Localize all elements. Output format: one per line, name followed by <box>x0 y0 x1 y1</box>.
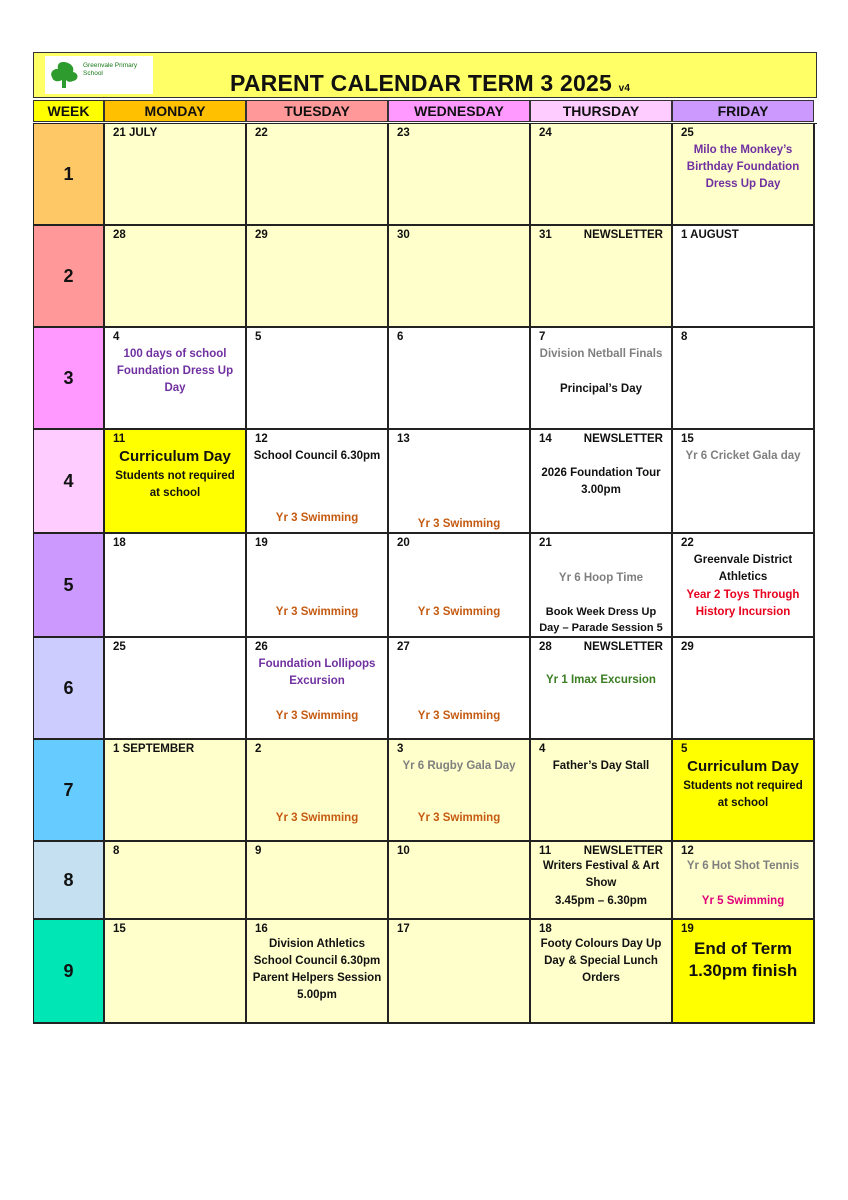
day-cell-wednesday <box>389 920 531 1024</box>
event-text: Principal’s Day <box>559 383 643 395</box>
day-cell-wednesday <box>389 430 531 534</box>
day-cell-tuesday <box>247 534 389 638</box>
date-label: 8 <box>681 331 688 343</box>
day-cell-monday <box>105 328 247 430</box>
day-cell-thursday <box>531 842 673 920</box>
date-label: 22 <box>681 537 694 549</box>
newsletter-label: NEWSLETTER <box>583 433 663 445</box>
event-text: Yr 3 Swimming <box>417 710 501 722</box>
day-cell-monday <box>105 430 247 534</box>
event-text: Writers Festival & Art Show <box>542 860 660 889</box>
date-label: 18 <box>113 537 126 549</box>
date-label: 25 <box>113 641 126 653</box>
date-label: 24 <box>539 127 552 139</box>
day-cell-wednesday <box>389 328 531 430</box>
week-number-8: 8 <box>34 842 105 920</box>
date-label: 12 <box>255 433 268 445</box>
event-text: Footy Colours Day Up Day & Special Lunch Orders <box>540 938 662 984</box>
day-cell-monday <box>105 920 247 1024</box>
day-cell-thursday <box>531 226 673 328</box>
day-cell-tuesday <box>247 920 389 1024</box>
event-text: 2026 Foundation Tour 3.00pm <box>541 467 661 496</box>
day-cell-monday <box>105 124 247 226</box>
day-cell-wednesday <box>389 740 531 842</box>
event-text: 100 days of school Foundation Dress Up Day <box>116 348 234 394</box>
day-cell-friday <box>673 534 815 638</box>
calendar-page <box>33 52 817 1024</box>
day-cell-friday <box>673 638 815 740</box>
day-cell-monday <box>105 842 247 920</box>
event-text: Yr 1 Imax Excursion <box>546 674 656 686</box>
date-label: 22 <box>255 127 268 139</box>
version-label: v4 <box>618 83 631 94</box>
event-text: Students not required at school <box>683 780 803 809</box>
day-cell-thursday <box>531 534 673 638</box>
date-label: 29 <box>681 641 694 653</box>
title-banner <box>33 52 817 98</box>
event-text: School Council 6.30pm <box>253 450 381 462</box>
event-text: Yr 3 Swimming <box>275 710 359 722</box>
date-label: 27 <box>397 641 410 653</box>
date-label: 12 <box>681 845 694 857</box>
date-label: 5 <box>681 743 688 755</box>
date-label: 1 AUGUST <box>681 229 739 241</box>
day-cell-friday <box>673 842 815 920</box>
date-label: 28 <box>539 641 552 653</box>
day-cell-wednesday <box>389 534 531 638</box>
date-label: 11 <box>113 433 126 445</box>
page-title <box>230 70 630 97</box>
event-text: Students not required at school <box>115 470 235 499</box>
date-label: 28 <box>113 229 126 241</box>
logo-text: Greenvale Primary School <box>83 62 138 77</box>
day-cell-tuesday <box>247 328 389 430</box>
date-label: 19 <box>681 923 694 935</box>
date-label: 1 SEPTEMBER <box>113 743 195 755</box>
newsletter-label: NEWSLETTER <box>583 845 663 857</box>
day-cell-tuesday <box>247 740 389 842</box>
column-header-tuesday: TUESDAY <box>246 100 388 122</box>
event-text: Yr 3 Swimming <box>417 518 501 530</box>
date-label: 29 <box>255 229 268 241</box>
date-label: 13 <box>397 433 410 445</box>
week-number-7: 7 <box>34 740 105 842</box>
newsletter-label: NEWSLETTER <box>583 641 663 653</box>
day-cell-tuesday <box>247 124 389 226</box>
date-label: 16 <box>255 923 268 935</box>
date-label: 6 <box>397 331 404 343</box>
event-text: Milo the Monkey’s Birthday Foundation Dress Up Day <box>686 144 800 190</box>
day-cell-tuesday <box>247 638 389 740</box>
event-text: Yr 5 Swimming <box>701 895 785 907</box>
date-label: 15 <box>681 433 694 445</box>
date-label: 2 <box>255 743 262 755</box>
week-number-4: 4 <box>34 430 105 534</box>
date-label: 3 <box>397 743 404 755</box>
event-text: Yr 6 Rugby Gala Day <box>402 760 516 772</box>
weekday-header-row <box>33 100 817 122</box>
date-label: 4 <box>539 743 546 755</box>
newsletter-label: NEWSLETTER <box>583 229 663 241</box>
day-cell-wednesday <box>389 124 531 226</box>
event-text: Curriculum Day <box>119 448 231 465</box>
date-label: 23 <box>397 127 410 139</box>
date-label: 21 JULY <box>113 127 158 139</box>
event-text: Yr 6 Cricket Gala day <box>685 450 801 462</box>
date-label: 21 <box>539 537 552 549</box>
event-text: Year 2 Toys Through History Incursion <box>686 589 800 618</box>
day-cell-monday <box>105 226 247 328</box>
date-label: 31 <box>539 229 552 241</box>
date-label: 11 <box>539 845 552 857</box>
day-cell-wednesday <box>389 842 531 920</box>
day-cell-wednesday <box>389 638 531 740</box>
date-label: 15 <box>113 923 126 935</box>
date-label: 5 <box>255 331 262 343</box>
week-number-9: 9 <box>34 920 105 1024</box>
event-text: Yr 3 Swimming <box>417 606 501 618</box>
day-cell-thursday <box>531 740 673 842</box>
date-label: 9 <box>255 845 262 857</box>
week-number-5: 5 <box>34 534 105 638</box>
day-cell-tuesday <box>247 430 389 534</box>
day-cell-thursday <box>531 638 673 740</box>
calendar-grid <box>33 123 817 1024</box>
column-header-week: WEEK <box>33 100 104 122</box>
day-cell-thursday <box>531 430 673 534</box>
date-label: 20 <box>397 537 410 549</box>
event-text: Yr 3 Swimming <box>417 812 501 824</box>
date-label: 25 <box>681 127 694 139</box>
event-text: Yr 6 Hot Shot Tennis <box>686 860 800 872</box>
day-cell-monday <box>105 534 247 638</box>
week-number-6: 6 <box>34 638 105 740</box>
day-cell-thursday <box>531 124 673 226</box>
event-text: Yr 6 Hoop Time <box>558 572 644 584</box>
week-number-2: 2 <box>34 226 105 328</box>
event-text: Foundation Lollipops Excursion <box>258 658 376 687</box>
event-text: Yr 3 Swimming <box>275 606 359 618</box>
column-header-wednesday: WEDNESDAY <box>388 100 530 122</box>
column-header-thursday: THURSDAY <box>530 100 672 122</box>
date-label: 30 <box>397 229 410 241</box>
day-cell-tuesday <box>247 842 389 920</box>
day-cell-friday <box>673 328 815 430</box>
date-label: 26 <box>255 641 268 653</box>
date-label: 4 <box>113 331 120 343</box>
date-label: 10 <box>397 845 410 857</box>
event-text: End of Term 1.30pm finish <box>688 939 798 980</box>
week-number-3: 3 <box>34 328 105 430</box>
column-header-friday: FRIDAY <box>672 100 814 122</box>
day-cell-friday <box>673 124 815 226</box>
day-cell-friday <box>673 920 815 1024</box>
day-cell-friday <box>673 430 815 534</box>
day-cell-thursday <box>531 920 673 1024</box>
school-logo <box>45 56 153 94</box>
date-label: 19 <box>255 537 268 549</box>
title-text: PARENT CALENDAR TERM 3 2025 <box>230 70 612 96</box>
event-text: Curriculum Day <box>687 758 799 775</box>
day-cell-friday <box>673 226 815 328</box>
tree-logo-icon <box>49 60 81 90</box>
event-text: 3.45pm – 6.30pm <box>554 895 648 907</box>
date-label: 17 <box>397 923 410 935</box>
event-text: Book Week Dress Up Day – Parade Session 5 <box>539 606 663 634</box>
day-cell-monday <box>105 638 247 740</box>
date-label: 14 <box>539 433 552 445</box>
event-text: Yr 3 Swimming <box>275 512 359 524</box>
event-text: Division Athletics School Council 6.30pm Parent Helpers Session 5.00pm <box>252 938 382 1001</box>
event-text: Father’s Day Stall <box>552 760 650 772</box>
date-label: 7 <box>539 331 546 343</box>
day-cell-wednesday <box>389 226 531 328</box>
day-cell-thursday <box>531 328 673 430</box>
week-number-1: 1 <box>34 124 105 226</box>
day-cell-monday <box>105 740 247 842</box>
day-cell-tuesday <box>247 226 389 328</box>
event-text: Greenvale District Athletics <box>693 554 793 583</box>
day-cell-friday <box>673 740 815 842</box>
event-text: Yr 3 Swimming <box>275 812 359 824</box>
date-label: 8 <box>113 845 120 857</box>
event-text: Division Netball Finals <box>539 348 663 360</box>
column-header-monday: MONDAY <box>104 100 246 122</box>
date-label: 18 <box>539 923 552 935</box>
